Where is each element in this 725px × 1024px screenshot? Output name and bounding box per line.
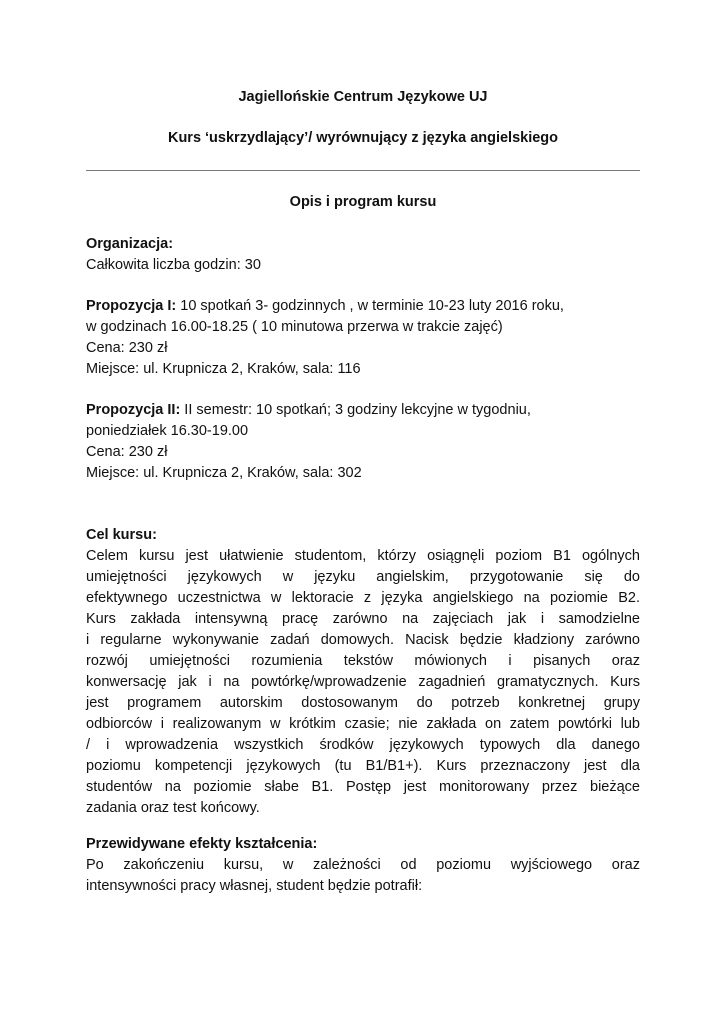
outcomes-line: Po zakończeniu kursu, w zależności od poziomu wyjściowego oraz [86,857,640,873]
goal-line: Celem kursu jest ułatwienie studentom, którzy osiągnęli poziom B1 ogólnych [86,548,640,564]
course-goal-heading: Cel kursu: [86,527,157,543]
goal-line: odbiorców i realizowanym w krótkim czasie; nie zakłada on zatem powtórki lub [86,716,640,732]
outcomes-line: intensywności pracy własnej, student będzie potrafił: [86,878,423,894]
goal-line: poziomu kompetencji językowych (tu B1/B1+). Kurs przeznaczony jest dla [86,758,640,774]
organization-heading: Organizacja: [86,236,174,252]
proposal-2-price: Cena: 230 zł [86,444,168,460]
goal-line: jest programem autorskim dostosowanym do potrzeb konkretnej grupy [86,695,640,711]
course-goal-section [86,525,640,819]
section-title: Opis i program kursu [289,194,437,210]
proposal-1-section [86,296,640,380]
course-title: Kurs ‘uskrzydlający’/ wyrównujący z języka angielskiego [167,130,559,146]
total-hours: Całkowita liczba godzin: 30 [86,257,261,273]
proposal-2-place: Miejsce: ul. Krupnicza 2, Kraków, sala: 302 [86,465,362,481]
goal-line: efektywnego uczestnictwa w lektoracie z języka angielskiego na poziomie B2. [86,590,640,606]
learning-outcomes-section [86,834,640,897]
goal-line: Kurs zakłada intensywną pracę zarówno na zajęciach jak i samodzielne [86,611,640,627]
goal-line: rozwój umiejętności rozumienia tekstów mówionych i pisanych oraz [86,653,640,669]
organization-section [86,234,640,276]
proposal-1-place: Miejsce: ul. Krupnicza 2, Kraków, sala: 116 [86,361,361,377]
goal-line: umiejętności językowych w języku angielskim, przygotowanie się do [86,569,640,585]
proposal-1-label: Propozycja I: [86,298,177,314]
proposal-1-schedule: 10 spotkań 3- godzinnych , w terminie 10-23 luty 2016 roku, [176,298,564,314]
goal-line: studentów na poziomie słabe B1. Postęp jest monitorowany przez bieżące [86,779,640,795]
goal-line: / i wprowadzenia wszystkich środków językowych typowych dla danego [86,737,640,753]
proposal-2-label: Propozycja II: [86,402,181,418]
goal-line: i regularne wykonywanie zadań domowych. Nacisk będzie kładziony zarówno [86,632,640,648]
proposal-1-price: Cena: 230 zł [86,340,168,356]
proposal-1-hours: w godzinach 16.00-18.25 ( 10 minutowa przerwa w trakcie zajęć) [86,319,503,335]
proposal-2-hours: poniedziałek 16.30-19.00 [86,423,249,439]
learning-outcomes-heading: Przewidywane efekty kształcenia: [86,836,318,852]
goal-line: zadania oraz test końcowy. [86,800,260,816]
proposal-2-schedule: II semestr: 10 spotkań; 3 godziny lekcyjne w tygodniu, [180,402,531,418]
goal-line: konwersację jak i na powtórkę/wprowadzenie zagadnień gramatycznych. Kurs [86,674,640,690]
header-divider [86,170,640,171]
institution-title: Jagiellońskie Centrum Językowe UJ [238,89,488,105]
proposal-2-section [86,400,640,484]
